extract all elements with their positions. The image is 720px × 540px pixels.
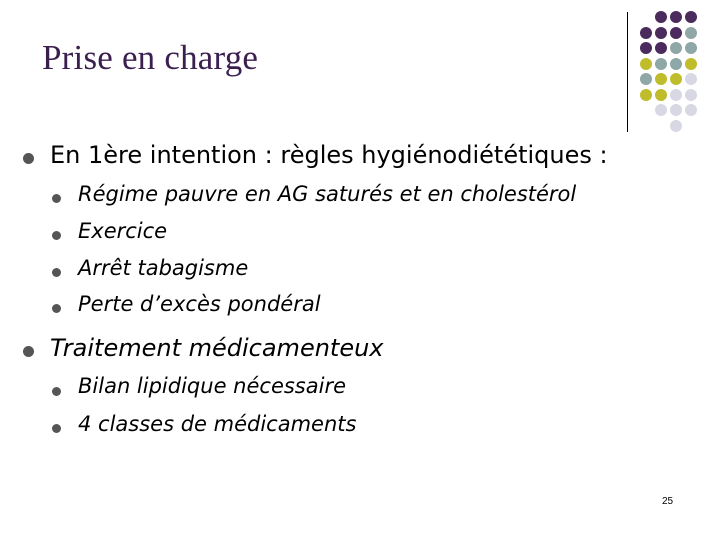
decorative-dot [670,104,682,116]
bullet-icon [52,304,61,313]
decorative-dot [670,58,682,70]
sub-bullet-text: Régime pauvre en AG saturés et en cholestérol [78,182,577,206]
decorative-dot [685,73,697,85]
decorative-dot [685,104,697,116]
bullet-icon [52,268,61,277]
bullet-icon [23,153,34,164]
decorative-dot [670,120,682,132]
decorative-dot [685,89,697,101]
decorative-dot [640,73,652,85]
bullet-icon [52,424,61,433]
decorative-dot [655,11,667,23]
decorative-dot [655,42,667,54]
bullet-icon [52,387,61,396]
bullet-icon [52,194,61,203]
decorative-dot [670,89,682,101]
bullet-text: Traitement médicamenteux [50,334,384,362]
decorative-dot-grid [640,11,720,121]
decorative-dot [685,27,697,39]
decorative-dot [655,104,667,116]
decorative-dot [655,27,667,39]
sub-bullet-text: Bilan lipidique nécessaire [78,374,346,398]
slide-title: Prise en charge [42,38,259,77]
bullet-icon [52,231,61,240]
decorative-dot [655,89,667,101]
decorative-dot [640,58,652,70]
decorative-dot [685,58,697,70]
decorative-dot [640,27,652,39]
decorative-dot [670,73,682,85]
sub-bullet-text: Perte d’excès pondéral [78,292,321,316]
decorative-dot [655,58,667,70]
decorative-dot [685,11,697,23]
decorative-dot [655,73,667,85]
decorative-dot [670,42,682,54]
sub-bullet-text: Arrêt tabagisme [78,256,249,280]
decorative-dot [685,42,697,54]
decorative-dot [670,11,682,23]
bullet-icon [23,346,34,357]
bullet-text: En 1ère intention : règles hygiénodiététiques : [50,141,608,169]
sub-bullet-text: Exercice [78,219,168,243]
page-number: 25 [662,496,674,507]
decorative-divider-line [627,12,628,132]
decorative-dot [670,27,682,39]
decorative-dot [640,42,652,54]
sub-bullet-text: 4 classes de médicaments [78,412,357,436]
decorative-dot [640,89,652,101]
